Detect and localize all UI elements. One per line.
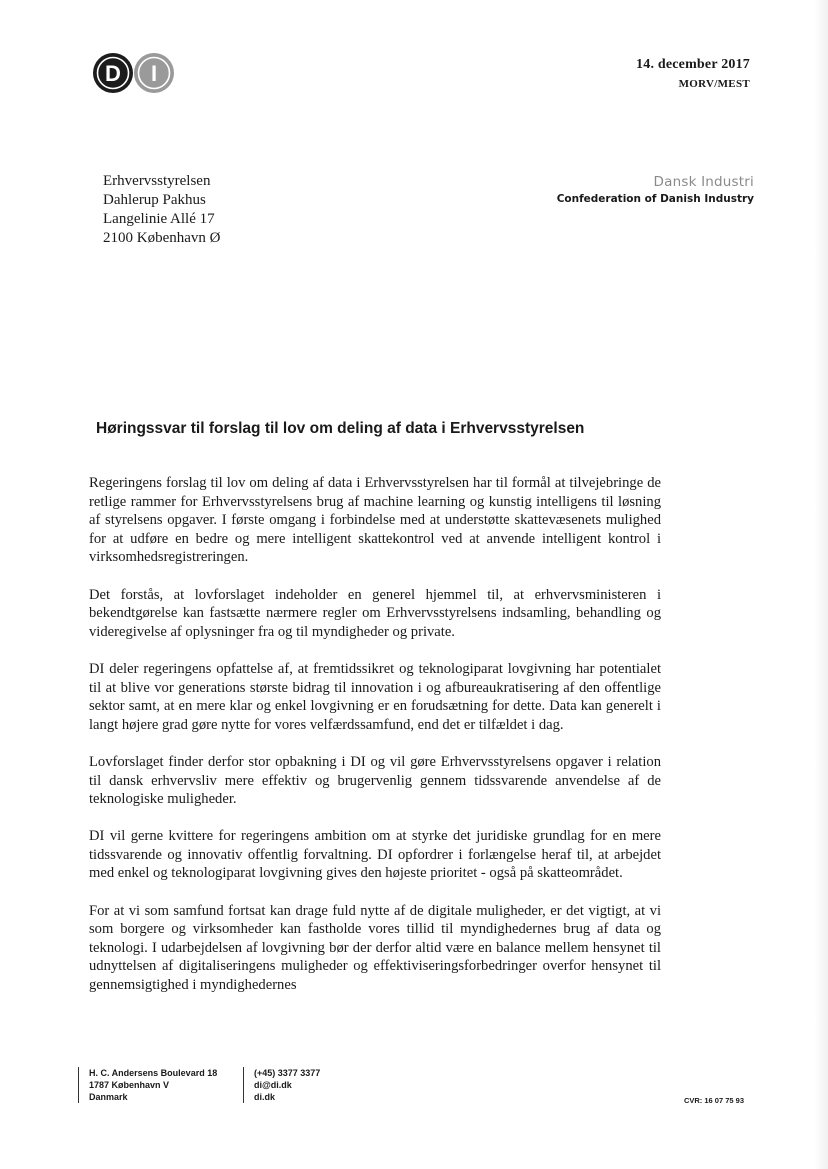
logo-letter-d: D xyxy=(105,61,121,86)
recipient-line: Dahlerup Pakhus xyxy=(103,192,206,208)
letter-body xyxy=(89,474,661,1013)
body-paragraph: DI vil gerne kvittere for regeringens ambition om at styrke det juridiske grundlag for en mere tidssvarende og innovativ offentlig forvaltning. DI opfordrer i forlængelse heraf til, at arbejdet med enkel og teknologiparat lovgivning gives den højeste prioritet - også på skatteområdet. xyxy=(89,828,661,882)
footer-website: di.dk xyxy=(254,1092,276,1102)
body-paragraph: For at vi som samfund fortsat kan drage fuld nytte af de digitale muligheder, er det vigtigt, at vi som borgere og virksomheder kan fastholde vores tillid til myndighedernes brug af data og teknologi. I udarbejdelsen af lovgivning bør der derfor altid være en balance mellem hensynet til udnyttelsen af digitaliseringens muligheder og effektiviseringsforbedringer overfor hensynet til gennemsigtighed i myndighedernes xyxy=(89,902,661,994)
logo-letter-i: I xyxy=(150,61,158,86)
organization-subtitle: Confederation of Danish Industry xyxy=(556,193,754,205)
footer-address-line: H. C. Andersens Boulevard 18 xyxy=(89,1068,218,1078)
body-paragraph: Regeringens forslag til lov om deling af data i Erhvervsstyrelsen har til formål at tilvejebringe de retlige rammer for Erhvervsstyrelsens brug af machine learning og kunstig intelligens til løsning af styrelsens opgaver. I første omgang i forbindelse med at understøtte skattevæsenets mulighed for at udføre en bedre og mere intelligent skattekontrol ved at anvende intelligent kontrol i virksomhedsregistreringen. xyxy=(89,475,661,566)
recipient-line: Langelinie Allé 17 xyxy=(103,211,215,227)
date-block xyxy=(636,57,750,90)
footer-address-line: Danmark xyxy=(89,1092,128,1102)
recipient-line: Erhvervsstyrelsen xyxy=(103,173,211,189)
letter-title: Høringssvar til forslag til lov om deling af data i Erhvervsstyrelsen xyxy=(96,420,585,437)
body-paragraph: Det forstås, at lovforslaget indeholder en generel hjemmel til, at erhvervsministeren i bekendtgørelse kan fastsætte nærmere regler om Erhvervsstyrelsens indsamling, behandling og videregivelse af oplysninger fra og til myndigheder og private. xyxy=(89,586,661,640)
letter-reference: MORV/MEST xyxy=(678,78,750,90)
footer-email: di@di.dk xyxy=(254,1080,292,1090)
organization-block xyxy=(557,174,754,205)
body-paragraph: Lovforslaget finder derfor stor opbakning i DI og vil gøre Erhvervsstyrelsens opgaver i relation til dansk erhvervsliv mere effektiv og brugervenlig gennem tidssvarende anvendelse af de teknologiske muligheder. xyxy=(89,753,661,808)
page-edge-shadow xyxy=(814,0,828,1169)
footer-cvr: CVR: 16 07 75 93 xyxy=(683,1096,744,1105)
recipient-line: 2100 København Ø xyxy=(103,230,221,246)
di-logo-icon xyxy=(92,52,178,94)
footer-address xyxy=(78,1067,217,1103)
body-paragraph: DI deler regeringens opfattelse af, at fremtidssikret og teknologiparat lovgivning har potentialet til at blive vor generations største bidrag til innovation i og afbureaukratisering af den offentlige sektor samt, at en mere klar og enkel lovgivning er en forudsætning for dette. Data kan generelt i langt højere grad gøre nytte for vores velfærdssamfund, end det er tilfældet i dag. xyxy=(89,660,661,733)
footer-contact xyxy=(243,1067,320,1103)
footer-address-line: 1787 København V xyxy=(89,1080,170,1090)
letter-date: 14. december 2017 xyxy=(636,57,750,72)
footer-phone: (+45) 3377 3377 xyxy=(254,1068,321,1078)
recipient-address xyxy=(103,172,220,248)
organization-name: Dansk Industri xyxy=(653,174,754,190)
